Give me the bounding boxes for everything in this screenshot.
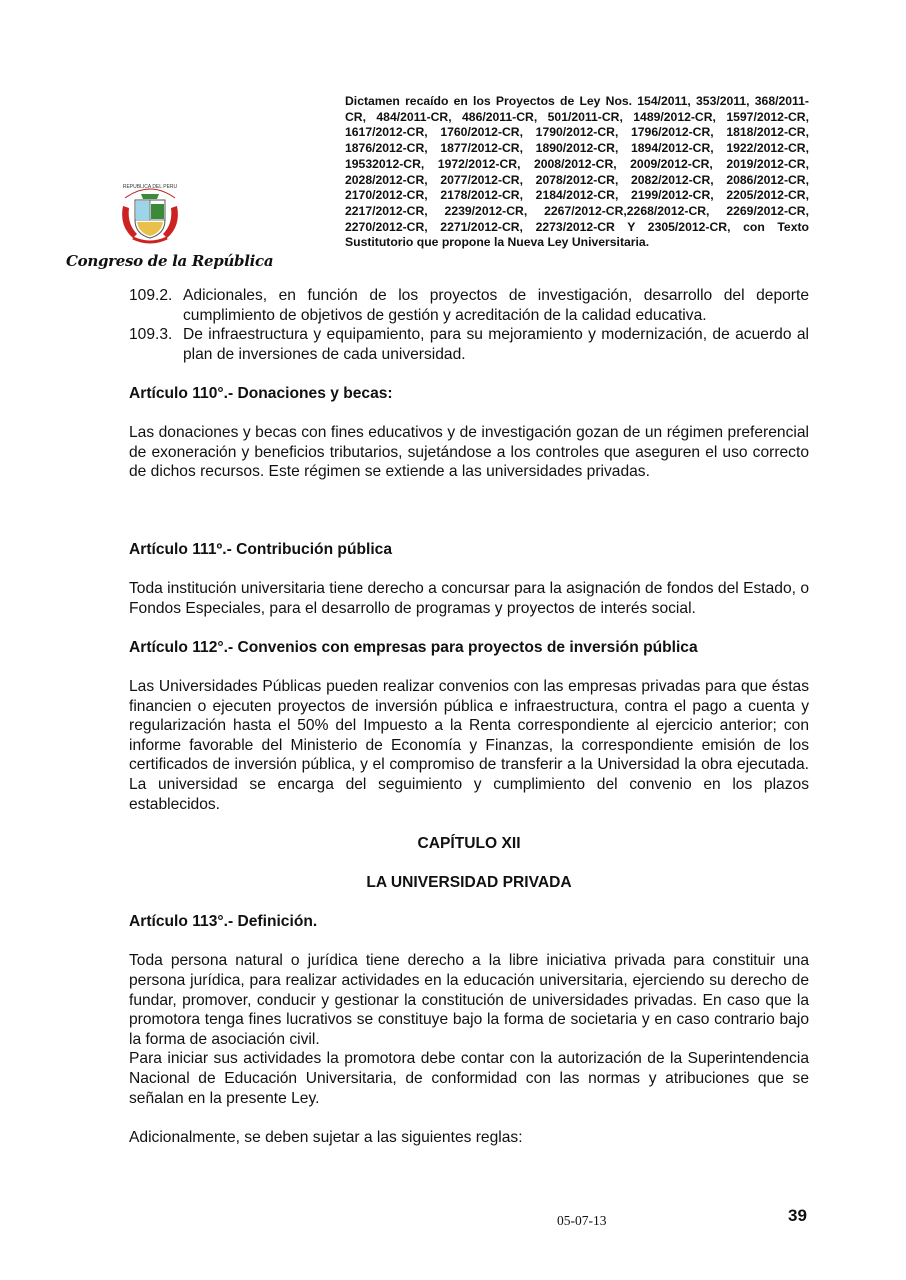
article-113-heading: Artículo 113°.- Definición.	[129, 913, 318, 931]
article-111-paragraph: Toda institución universitaria tiene derecho a concursar para la asignación de fondos del Estado, o Fondos Especiales, para el desarrollo de programas y proyectos de interés social.	[129, 580, 809, 617]
coat-of-arms-icon	[115, 176, 185, 246]
logo-block	[60, 170, 274, 275]
dictamen-header: Dictamen recaído en los Proyectos de Ley Nos. 154/2011, 353/2011, 368/2011-CR, 484/2011-CR, 486/2011-CR, 501/2011-CR, 1489/2012-CR, 1597/2012-CR, 1617/2012-CR, 1760/2012-CR, 1790/2012-CR, 1796/2012-CR, 1818/2012-CR, 1876/2012-CR, 1877/2012-CR, 1890/2012-CR, 1894/2012-CR, 1922/2012-CR, 19532012-CR, 1972/2012-CR, 2008/2012-CR, 2009/2012-CR, 2019/2012-CR, 2028/2012-CR, 2077/2012-CR, 2078/2012-CR, 2082/2012-CR, 2086/2012-CR, 2170/2012-CR, 2178/2012-CR, 2184/2012-CR, 2199/2012-CR, 2205/2012-CR, 2217/2012-CR, 2239/2012-CR, 2267/2012-CR,2268/2012-CR, 2269/2012-CR, 2270/2012-CR, 2271/2012-CR, 2273/2012-CR Y 2305/2012-CR, con Texto Sustitutorio que propone la Nueva Ley Universitaria.	[345, 94, 809, 250]
crest-caption: REPUBLICA DEL PERU	[122, 184, 178, 190]
item-number: 109.2.	[129, 287, 173, 304]
article-113-paragraph: Para iniciar sus actividades la promotora debe contar con la autorización de la Superintendencia Nacional de Educación Universitaria, de conformidad con las normas y atribuciones que se señalan en la presente Ley.	[129, 1050, 809, 1107]
article-110-heading: Artículo 110°.- Donaciones y becas:	[129, 384, 393, 402]
item-text: De infraestructura y equipamiento, para su mejoramiento y modernización, de acuerdo al plan de inversiones de cada universidad.	[183, 326, 809, 363]
item-number: 109.3.	[129, 326, 173, 344]
article-113-paragraph: Toda persona natural o jurídica tiene derecho a la libre iniciativa privada para constituir una persona jurídica, para realizar actividades en la educación universitaria, ejerciendo su derecho de fundar, promover, conducir y gestionar la constitución de universidades privadas. En caso que la promotora tenga fines lucrativos se constituye bajo la forma de societaria y en caso contrario bajo la forma de asociación civil.	[129, 952, 809, 1048]
item-text: Adicionales, en función de los proyectos de investigación, desarrollo del deporte cumplimiento de objetivos de gestión y acreditación de la calidad educativa.	[183, 287, 809, 324]
chapter-heading: CAPÍTULO XII	[417, 834, 521, 852]
article-111-heading: Artículo 111º.- Contribución pública	[129, 540, 393, 558]
list-item	[129, 286, 809, 325]
page-number: 39	[788, 1206, 807, 1225]
article-110-paragraph: Las donaciones y becas con fines educativos y de investigación gozan de un régimen preferencial de exoneración y beneficios tributarios, sujetándose a los controles que aseguren el uso correcto de dichos recursos. Este régimen se extiende a las universidades privadas.	[129, 424, 809, 481]
chapter-title: LA UNIVERSIDAD PRIVADA	[366, 874, 572, 892]
article-112-paragraph: Las Universidades Públicas pueden realizar convenios con las empresas privadas para que éstas financien o ejecuten proyectos de inversión pública e infraestructura, contra el pago a cuenta y regularización hasta el 50% del Impuesto a la Renta correspondiente al ejercicio anterior; con informe favorable del Ministerio de Economía y Finanzas, la correspondiente emisión de los certificados de inversión pública, y el compromiso de transferir a la Universidad la obra ejecutada. La universidad se encarga del seguimiento y cumplimiento del convenio en los plazos establecidos.	[129, 678, 809, 813]
article-113-paragraph: Adicionalmente, se deben sujetar a las siguientes reglas:	[129, 1128, 523, 1146]
document-body	[129, 286, 809, 1147]
institution-name: Congreso de la República	[66, 252, 274, 270]
footer-date: 05-07-13	[557, 1213, 607, 1228]
list-item	[129, 325, 809, 364]
article-112-heading: Artículo 112°.- Convenios con empresas para proyectos de inversión pública	[129, 638, 698, 656]
